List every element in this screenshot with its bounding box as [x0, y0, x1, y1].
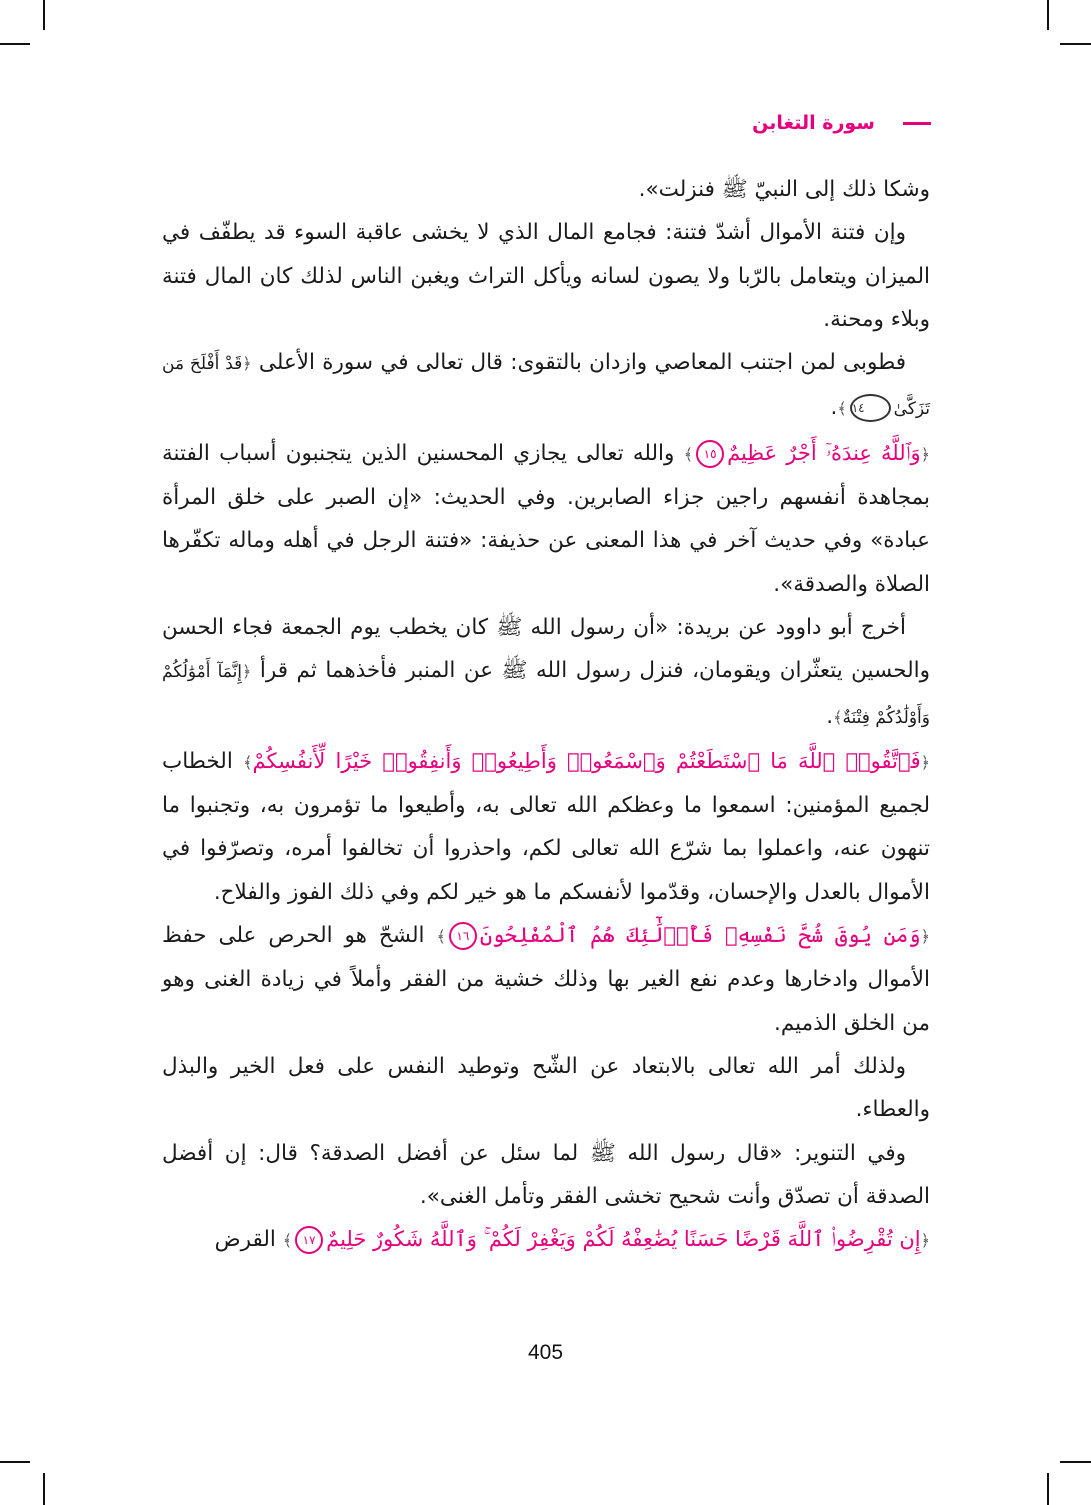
crop-mark-bottom-right-h — [1060, 1461, 1091, 1463]
paragraph-1 — [162, 168, 930, 211]
crop-mark-top-right-v — [1047, 0, 1049, 30]
paragraph-7 — [162, 914, 930, 1045]
paragraph-text: الشحّ هو الحرص على حفظ الأموال وادخارها وعدم نفع الغير بها وذلك خشية من الفقر وأملاً في زيادة الغنى وهو من الخلق الذميم. — [162, 923, 930, 1036]
crop-mark-bottom-right-v — [1047, 1473, 1049, 1505]
page-body — [162, 168, 930, 1262]
paragraph-text: وفي التنوير: «قال رسول الله ﷺ لما سئل عن أفضل الصدقة؟ قال: إن أفضل الصدقة أن تصدّق وأنت شحيح تخشى الفقر وتأمل الغنى». — [162, 1140, 930, 1209]
crop-mark-bottom-left-h — [0, 1461, 30, 1463]
ornate-bracket-open-icon: ﴿ — [920, 444, 930, 464]
paragraph-3 — [162, 341, 930, 432]
paragraph-text: وشكا ذلك إلى النبيّ ﷺ فنزلت». — [638, 177, 930, 202]
paragraph-text: القرض — [214, 1227, 276, 1253]
page-number: 405 — [527, 1341, 564, 1364]
paragraph-text: ولذلك أمر الله تعالى بالابتعاد عن الشّح وتوطيد النفس على فعل الخير والبذل والعطاء. — [162, 1053, 930, 1123]
crop-mark-bottom-left-v — [43, 1473, 45, 1505]
ayah-number-marker: ١٥ — [696, 440, 724, 468]
quran-verse: وَمَن يُوقَ شُحَّ نَفْسِهِۦ فَأُو۟لَٰٓئِكَ هُمُ ٱلْمُفْلِحُونَ — [479, 923, 921, 948]
ornate-bracket-open-icon: ﴿ — [242, 354, 252, 374]
ornate-bracket-open-icon: ﴿ — [242, 662, 252, 682]
paragraph-5 — [162, 606, 930, 740]
ayah-number-marker: ١٤ — [850, 394, 891, 422]
ornate-bracket-close-icon: ﴾ — [436, 927, 446, 947]
header-dash — [903, 122, 931, 125]
paragraph-8 — [162, 1045, 930, 1132]
paragraph-6 — [162, 740, 930, 914]
quran-verse: وَٱللَّهُ عِندَهُۥٓ أَجْرٌ عَظِيمٌ — [727, 440, 921, 465]
ornate-bracket-close-icon: ﴾ — [243, 752, 253, 772]
crop-mark-top-left-v — [43, 0, 45, 30]
paragraph-text: فطوبى لمن اجتنب المعاصي وازدان بالتقوى: قال تعالى في سورة الأعلى — [258, 350, 906, 376]
paragraph-text: أخرج أبو داوود عن بريدة: «أن رسول الله ﷺ كان يخطب يوم الجمعة فجاء الحسن والحسين يتعثّران ويقومان، فنزل رسول الله ﷺ عن المنبر فأخذهما ثم قرأ — [162, 614, 931, 684]
paragraph-text: الخطاب لجميع المؤمنين: اسمعوا ما وعظكم الله تعالى به، وأطيعوا ما تؤمرون به، وتجنبوا ما تنهون عنه، واعملوا بما شرّع الله تعالى لكم، واحذروا أن تخالفوا أمره، وتصرّفوا في الأموال بالعدل والإحسان، وقدّموا لأنفسكم ما هو خير لكم وفي ذلك الفوز والفلاح. — [162, 748, 930, 905]
ornate-bracket-open-icon: ﴿ — [920, 927, 930, 947]
ornate-bracket-open-icon: ﴿ — [920, 1231, 930, 1251]
crop-mark-top-right-h — [1060, 43, 1091, 45]
paragraph-text: والله تعالى يجازي المحسنين الذين يتجنبون أسباب الفتنة بمجاهدة أنفسهم راجين جزاء الصابرين. وفي الحديث: «إن الصبر على خلق المرأة عبادة» وفي حديث آخر في هذا المعنى عن حذيفة: «فتنة الرجل في أهله وماله تكفّرها الصلاة والصدقة». — [162, 440, 930, 597]
punctuation: . — [826, 703, 834, 729]
ornate-bracket-open-icon: ﴿ — [920, 752, 930, 772]
surah-title: سورة التغابن — [752, 112, 875, 134]
paragraph-2 — [162, 211, 930, 341]
punctuation: . — [830, 395, 838, 421]
paragraph-9 — [162, 1132, 930, 1219]
running-header — [752, 112, 931, 134]
quran-verse: قَدْ أَفْلَحَ مَن تَزَكَّىٰ — [162, 354, 930, 420]
ayah-number-marker: ١٦ — [449, 922, 477, 950]
paragraph-4 — [162, 432, 930, 606]
ayah-number-marker: ١٧ — [295, 1226, 323, 1254]
quran-verse: إِنَّمَآ أَمْوَٰلُكُمْ وَأَوْلَٰدُكُمْ فِتْنَةٌ — [162, 662, 930, 728]
ornate-bracket-close-icon: ﴾ — [683, 444, 694, 464]
paragraph-10 — [162, 1218, 930, 1262]
ornate-bracket-close-icon: ﴾ — [282, 1231, 293, 1251]
crop-mark-top-left-h — [0, 43, 30, 45]
ornate-bracket-close-icon: ﴾ — [833, 707, 843, 727]
quran-verse: إِن تُقْرِضُوا۟ ٱللَّهَ قَرْضًا حَسَنًا يُضَٰعِفْهُ لَكُمْ وَيَغْفِرْ لَكُمْ ۚ وَٱللَّهُ شَكُورٌ حَلِيمٌ — [326, 1227, 921, 1252]
ornate-bracket-close-icon: ﴾ — [837, 399, 847, 419]
quran-verse: فَٱتَّقُوا۟ ٱللَّهَ مَا ٱسْتَطَعْتُمْ وَٱسْمَعُوا۟ وَأَطِيعُوا۟ وَأَنفِقُوا۟ خَيْرًا لِّأَنفُسِكُمْ — [252, 748, 921, 773]
paragraph-text: وإن فتنة الأموال أشدّ فتنة: فجامع المال الذي لا يخشى عاقبة السوء قد يطفّف في الميزان ويتعامل بالرّبا ولا يصون لسانه ويأكل التراث ويغبن الناس لذلك كان المال فتنة وبلاء ومحنة. — [162, 220, 930, 332]
